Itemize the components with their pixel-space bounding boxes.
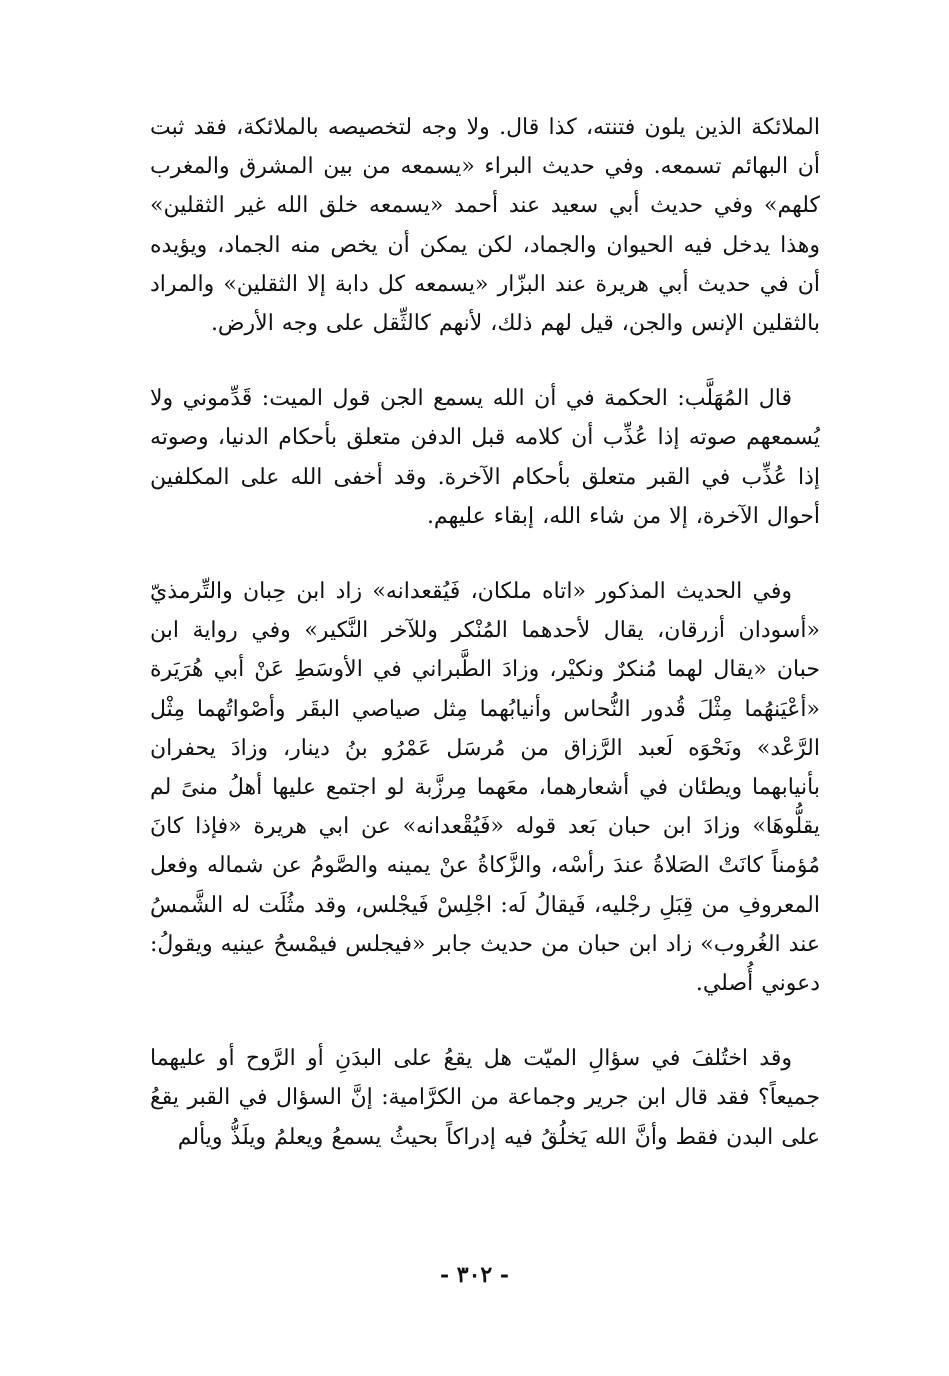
paragraph-4: وقد اختُلفَ في سؤالِ الميّت هل يقعُ على البدَنِ أو الرَّوح أو عليهما جميعاً؟ فقد قال ابن جرير وجماعة من الكرَّامية: إنَّ السؤال في القبر يقعُ على البدن فقط وأنَّ الله يَخلُقُ فيه إدراكاً بحيثُ يسمعُ ويعلمُ ويلَذُّ ويألم xyxy=(150,1046,820,1150)
page-number: - ٣٠٢ - xyxy=(439,1262,510,1288)
paragraph-2: قال المُهَلَّب: الحكمة في أن الله يسمع الجن قول الميت: قَدِّموني ولا يُسمعهم صوته إذا عُذِّب أن كلامه قبل الدفن متعلق بأحكام الدنيا، وصوته إذا عُذِّب في القبر متعلق بأحكام الآخرة. وقد أخفى الله على المكلفين أحوال الآخرة، إلا من شاء الله، إبقاء عليهم. xyxy=(150,386,820,529)
paragraph-1: الملائكة الذين يلون فتنته، كذا قال. ولا وجه لتخصيصه بالملائكة، فقد ثبت أن البهائم تسمعه. وفي حديث البراء «يسمعه من بين المشرق والمغرب كلهم» وفي حديث أبي سعيد عند أحمد «يسمعه خلق الله غير الثقلين» وهذا يدخل فيه الحيوان والجماد، لكن يمكن أن يخص منه الجماد، ويؤيده أن في حديث أبي هريرة عند البزّار «يسمعه كل دابة إلا الثقلين» والمراد بالثقلين الإنس والجن، قيل لهم ذلك، لأنهم كالثِّقل على وجه الأرض. xyxy=(150,115,820,337)
paragraph-3: وفي الحديث المذكور «اتاه ملكان، فَيُقعدانه» زاد ابن حِبان والتِّرمذيّ «أسودان أزرقان، يقال لأحدهما المُنْكر وللآخر النَّكير» وفي رواية ابن حبان «يقال لهما مُنكرٌ ونكيْر، وزادَ الطَّبراني في الأوسَطِ عَنْ أبي هُرَيَرة «أعْيَنهُما مِثْلَ قُدور النُّحاس وأنيابُهما مِثل صياصي البقَر وأصْواتُهما مِثْل الرَّعْد» ونَحْوَه لَعبد الرَّزاق من مُرسَل عَمْرُو بنُ دينار، وزادَ يحفران بأنيابهما ويطئان في أشعارهما، معَهما مِرزَّبة لو اجتمع عليها أهلُ منىً لم يقلُّوهَا» وزادَ ابن حبان بَعد قوله «فَيُقْعدانه» عن ابي هريرة «فإذا كانَ مُؤمناً كانَتْ الصَلاةُ عندَ رأسْه، والزَّكاةُ عنْ يمينه والصَّومُ عن شماله وفعل المعروفِ من قِبَلِ رجْليه، فَيقالُ لَه: اجْلِسْ فَيجْلس، وقد مثُلَت له الشَّمسُ عند الغُروب» زاد ابن حبان من حديث جابر «فيجلس فيمْسحُ عينيه ويقولُ: دعوني أُصلي. xyxy=(150,579,821,997)
page-body xyxy=(150,108,820,1157)
